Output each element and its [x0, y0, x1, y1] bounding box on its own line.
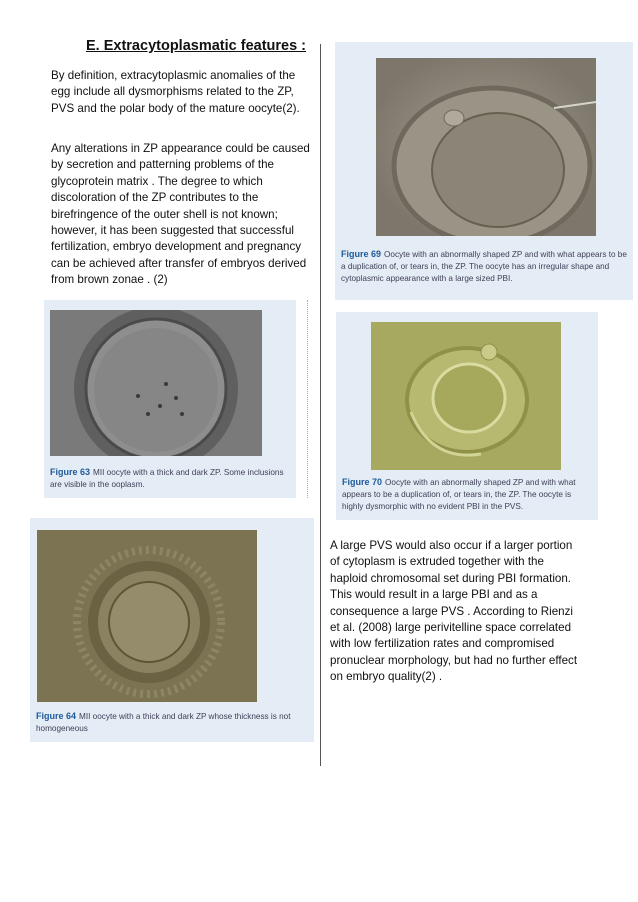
figure-69-text: Oocyte with an abnormally shaped ZP and with what appears to be a duplication of, or tears in, the ZP. The oocyte has an irregular shape and cytoplasmic appearance with a large sized PBI. — [341, 250, 627, 283]
paragraph-zp-alterations: Any alterations in ZP appearance could be caused by secretion and patterning problems of the glycoprotein matrix . The degree to which discoloration of the ZP contributes to the birefringence of the outer shell is not known; however, it has been suggested that successful fertilization, embryo development and pregnancy can be achieved after transfer of embryos derived from brown zonae . (2) — [51, 142, 310, 287]
figure-70-text: Oocyte with an abnormally shaped ZP and with what appears to be a duplication of, or tears in, the ZP. The oocyte is highly dysmorphic with no evident PBI in the PVS. — [342, 478, 576, 511]
section-heading: E. Extracytoplasmatic features : — [86, 38, 307, 54]
figure-64-caption — [36, 710, 312, 735]
figure-69 — [335, 42, 633, 300]
column-divider — [320, 44, 321, 766]
figure-64-image — [37, 530, 257, 702]
figure-70-caption — [342, 476, 592, 513]
figure-64-text: MII oocyte with a thick and dark ZP whose thickness is not homogeneous — [36, 712, 291, 733]
figure-70-image — [371, 322, 561, 470]
figure-63-image — [50, 310, 262, 456]
figure-63-text: MII oocyte with a thick and dark ZP. Some inclusions are visible in the ooplasm. — [50, 468, 284, 489]
figure-64-label: Figure 64 — [36, 711, 77, 721]
figure-63 — [44, 300, 296, 498]
figure-63-caption — [50, 466, 290, 491]
figure-70-label: Figure 70 — [342, 477, 383, 487]
figure-64 — [30, 518, 314, 742]
figure-63-label: Figure 63 — [50, 467, 91, 477]
figure-70 — [336, 312, 598, 520]
paragraph-definition: By definition, extracytoplasmic anomalies of the egg include all dysmorphisms related to the ZP, PVS and the polar body of the mature oocyte(2). — [51, 69, 300, 115]
figure-69-image — [376, 58, 596, 236]
paragraph-large-pvs: A large PVS would also occur if a larger portion of cytoplasm is extruded together with the haploid chromosomal set during PBI formation. This would result in a large PBI and as a consequence a large PVS . According to Rienzi et al. (2008) large perivitelline space correlated with low fertilization rates and compromised pronuclear morphology, but had no further effect on embryo quality(2) . — [330, 539, 578, 684]
figure-69-caption — [341, 248, 629, 285]
figure-69-label: Figure 69 — [341, 249, 382, 259]
figure-63-side-rule — [307, 300, 308, 498]
